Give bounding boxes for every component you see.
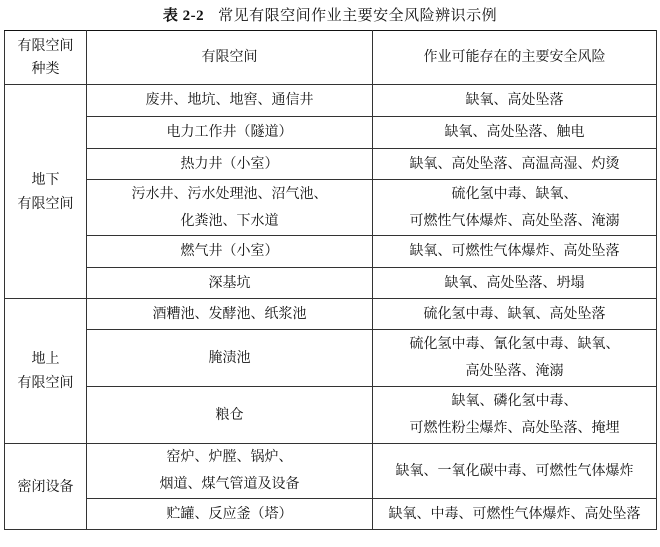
risk-line: 缺氧、高处坠落、高温高湿、灼烫 — [409, 155, 620, 172]
risk-line: 硫化氢中毒、氰化氢中毒、缺氧、 — [409, 336, 620, 352]
risk-cell — [373, 149, 657, 180]
risk-cell — [373, 444, 657, 499]
risk-line: 缺氧、一氧化碳中毒、可燃性气体爆炸 — [395, 462, 634, 479]
risk-line: 高处坠落、淹溺 — [465, 363, 564, 379]
table-row — [5, 85, 657, 117]
risk-cell — [373, 330, 657, 387]
table-row — [5, 149, 657, 180]
space-cell — [87, 444, 373, 499]
table-row — [5, 444, 657, 499]
category-line: 地上 — [31, 351, 60, 367]
risk-line: 缺氧、高处坠落、触电 — [444, 124, 585, 140]
risk-cell — [373, 387, 657, 444]
space-cell — [87, 299, 373, 330]
risk-line: 缺氧、高处坠落、坍塌 — [444, 274, 585, 291]
header-category — [5, 31, 87, 85]
risk-line: 缺氧、磷化氢中毒、 — [451, 393, 578, 409]
table-row — [5, 330, 657, 387]
table-number: 表 2-2 — [162, 8, 205, 24]
table-caption — [0, 0, 660, 30]
risk-cell — [373, 117, 657, 149]
risk-cell — [373, 268, 657, 299]
risk-cell — [373, 236, 657, 268]
space-cell — [87, 180, 373, 236]
category-line: 地下 — [31, 171, 60, 188]
space-line: 燃气井（小室） — [180, 243, 279, 259]
risk-cell — [373, 299, 657, 330]
risk-line: 硫化氢中毒、缺氧、高处坠落 — [423, 305, 606, 322]
space-line: 深基坑 — [208, 274, 251, 291]
space-line: 化粪池、下水道 — [180, 212, 279, 229]
risk-cell — [373, 85, 657, 117]
space-cell — [87, 236, 373, 268]
table-row — [5, 299, 657, 330]
category-cell — [5, 299, 87, 444]
risk-cell — [373, 499, 657, 530]
space-cell — [87, 387, 373, 444]
risk-line: 可燃性粉尘爆炸、高处坠落、掩埋 — [409, 420, 620, 436]
space-line: 污水井、污水处理池、沼气池、 — [131, 185, 328, 202]
table-row — [5, 499, 657, 530]
table-row — [5, 387, 657, 444]
space-line: 电力工作井（隧道） — [166, 124, 293, 140]
space-line: 贮罐、反应釜（塔） — [166, 505, 293, 522]
category-line: 有限空间 — [17, 375, 74, 391]
space-cell — [87, 85, 373, 117]
risk-line: 硫化氢中毒、缺氧、 — [451, 185, 578, 202]
risk-cell — [373, 180, 657, 236]
table-body — [5, 85, 657, 530]
table-row — [5, 236, 657, 268]
risk-line: 缺氧、高处坠落 — [465, 92, 564, 108]
table-row — [5, 180, 657, 236]
space-cell — [87, 149, 373, 180]
header-row — [5, 31, 657, 85]
space-cell — [87, 499, 373, 530]
header-category-line: 有限空间 — [17, 37, 74, 54]
space-cell — [87, 268, 373, 299]
category-cell — [5, 444, 87, 530]
space-line: 窑炉、炉膛、锅炉、 — [166, 449, 293, 465]
risk-line: 缺氧、中毒、可燃性气体爆炸、高处坠落 — [388, 505, 641, 522]
table-title: 常见有限空间作业主要安全风险辨识示例 — [218, 6, 498, 24]
risk-line: 可燃性气体爆炸、高处坠落、淹溺 — [409, 212, 620, 229]
category-line: 有限空间 — [17, 195, 74, 212]
risk-line: 缺氧、可燃性气体爆炸、高处坠落 — [409, 243, 620, 259]
header-space: 有限空间 — [87, 31, 373, 85]
space-line: 烟道、煤气管道及设备 — [159, 476, 300, 492]
space-line: 粮仓 — [215, 406, 244, 423]
risk-table — [4, 30, 657, 530]
header-category-line: 种类 — [31, 60, 60, 77]
category-cell — [5, 85, 87, 299]
table-row — [5, 117, 657, 149]
space-line: 热力井（小室） — [180, 155, 279, 172]
table-row — [5, 268, 657, 299]
space-line: 酒糟池、发酵池、纸浆池 — [152, 305, 307, 322]
space-cell — [87, 330, 373, 387]
space-line: 腌渍池 — [208, 349, 251, 366]
space-cell — [87, 117, 373, 149]
header-risk: 作业可能存在的主要安全风险 — [373, 31, 657, 85]
category-line: 密闭设备 — [17, 478, 74, 495]
space-line: 废井、地坑、地窖、通信井 — [145, 92, 314, 108]
